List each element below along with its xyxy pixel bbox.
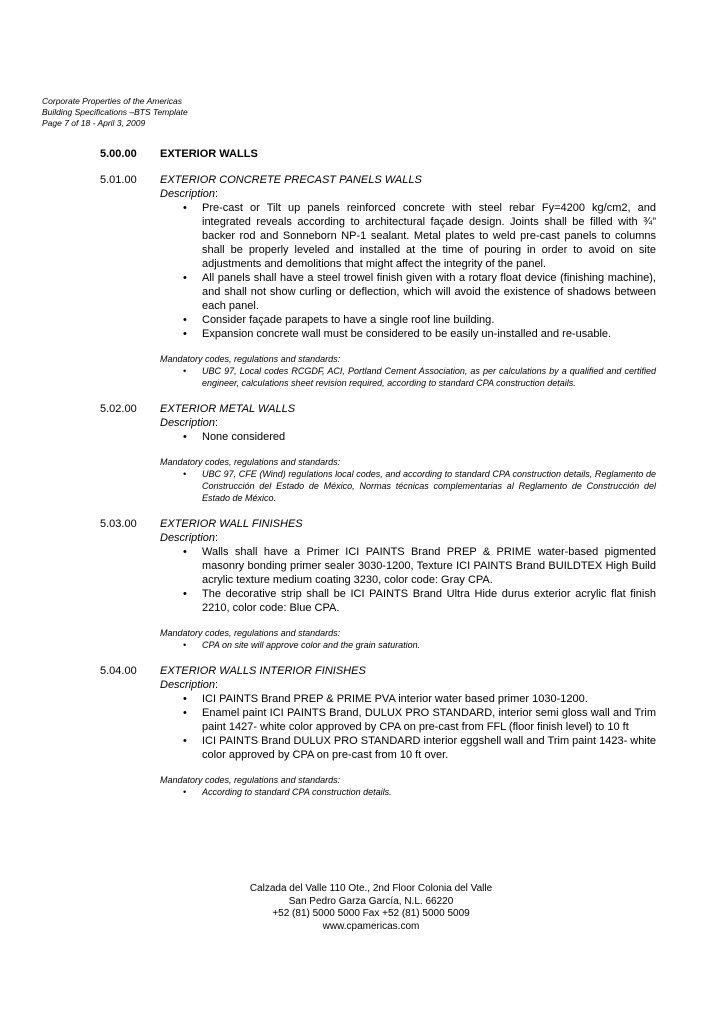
mandatory-codes <box>160 774 656 798</box>
mandatory-codes <box>160 456 656 504</box>
description-label: Description: <box>160 532 219 544</box>
list-item: • Enamel paint ICI PAINTS Brand, DULUX PRO STANDARD, interior semi gloss wall and Trim paint 1427- white color approved by CPA on pre-cast from FFL (floor finish level) to 10 ft <box>160 706 656 734</box>
mandatory-label: Mandatory codes, regulations and standards: <box>160 775 341 785</box>
list-item: • All panels shall have a steel trowel finish given with a rotary float device (finishing machine), and shall not show curling or deflection, which will avoid the existence of shadows between each panel. <box>160 271 656 313</box>
header-page-info: Page 7 of 18 - April 3, 2009 <box>42 118 146 128</box>
list-item: • UBC 97, CFE (Wind) regulations local codes, and according to standard CPA construction details, Reglamento de Construcción del Estado de México, Normas técnicas complementarias al Reglamento de Construcción del Estado de México. <box>160 468 656 504</box>
mandatory-label: Mandatory codes, regulations and standards: <box>160 628 341 638</box>
section-number: 5.03.00 <box>100 518 137 530</box>
mandatory-codes <box>160 353 656 389</box>
section-number: 5.02.00 <box>100 403 137 415</box>
spec-content <box>100 147 656 798</box>
header-document: Building Specifications –BTS Template <box>42 107 188 117</box>
section-5-03 <box>100 517 656 651</box>
description-label: Description: <box>160 679 219 691</box>
section-5-01 <box>100 173 656 389</box>
section-number: 5.04.00 <box>100 665 137 677</box>
main-section <box>100 147 656 161</box>
list-item: • Walls shall have a Primer ICI PAINTS Brand PREP & PRIME water-based pigmented masonry bonding primer sealer 3030-1200, Texture ICI PAINTS Brand BUILDTEX High Build acrylic texture medium coating 3230, color code: Gray CPA. <box>160 545 656 587</box>
mandatory-codes <box>160 627 656 651</box>
footer-website[interactable]: www.cpamericas.com <box>322 920 420 932</box>
mandatory-label: Mandatory codes, regulations and standards: <box>160 457 341 467</box>
list-item: • ICI PAINTS Brand DULUX PRO STANDARD interior eggshell wall and Trim paint 1423- white color approved by CPA on pre-cast from 10 ft over. <box>160 734 656 762</box>
footer-address: Calzada del Valle 110 Ote., 2nd Floor Colonia del Valle <box>249 883 493 894</box>
section-title: EXTERIOR WALLS INTERIOR FINISHES <box>160 665 366 677</box>
page-footer <box>0 883 728 933</box>
footer-city: San Pedro Garza García, N.L. 66220 <box>288 895 454 907</box>
description-list <box>160 545 656 615</box>
section-title: EXTERIOR CONCRETE PRECAST PANELS WALLS <box>160 174 422 186</box>
description-label: Description: <box>160 188 219 200</box>
list-item: • Pre-cast or Tilt up panels reinforced concrete with steel rebar Fy=4200 kg/cm2, and integrated reveals according to architectural façade design. Joints shall be filled with ¾” backer rod and Sonneborn NP-1 sealant. Metal plates to weld pre-cast panels to columns shall be properly leveled and installed at the time of pouring in order to avoid on site adjustments and demolitions that might affect the integrity of the panel. <box>160 201 656 271</box>
mandatory-label: Mandatory codes, regulations and standards: <box>160 354 341 364</box>
footer-phone: +52 (81) 5000 5000 Fax +52 (81) 5000 5009 <box>272 908 470 919</box>
main-section-number: 5.00.00 <box>100 148 137 160</box>
list-item: • CPA on site will approve color and the grain saturation. <box>160 639 656 651</box>
section-5-02 <box>100 402 656 504</box>
description-list <box>160 201 656 341</box>
list-item: • Consider façade parapets to have a single roof line building. <box>160 313 656 327</box>
section-5-04 <box>100 664 656 798</box>
section-title: EXTERIOR METAL WALLS <box>160 403 296 415</box>
header-company: Corporate Properties of the Americas <box>42 96 182 106</box>
description-list <box>160 430 656 444</box>
list-item: • UBC 97, Local codes RCGDF, ACI, Portland Cement Association, as per calculations by a qualified and certified engineer, calculations sheet revision required, according to standard CPA construction details. <box>160 365 656 389</box>
list-item: • None considered <box>160 430 656 444</box>
list-item: • Expansion concrete wall must be considered to be easily un-installed and re-usable. <box>160 327 656 341</box>
main-section-title: EXTERIOR WALLS <box>160 148 258 160</box>
description-label: Description: <box>160 417 219 429</box>
list-item: • According to standard CPA construction details. <box>160 786 656 798</box>
list-item: • The decorative strip shall be ICI PAINTS Brand Ultra Hide durus exterior acrylic flat finish 2210, color code: Blue CPA. <box>160 587 656 615</box>
list-item: • ICI PAINTS Brand PREP & PRIME PVA interior water based primer 1030-1200. <box>160 692 656 706</box>
section-number: 5.01.00 <box>100 174 137 186</box>
page-header <box>42 96 188 129</box>
section-title: EXTERIOR WALL FINISHES <box>160 518 303 530</box>
description-list <box>160 692 656 762</box>
